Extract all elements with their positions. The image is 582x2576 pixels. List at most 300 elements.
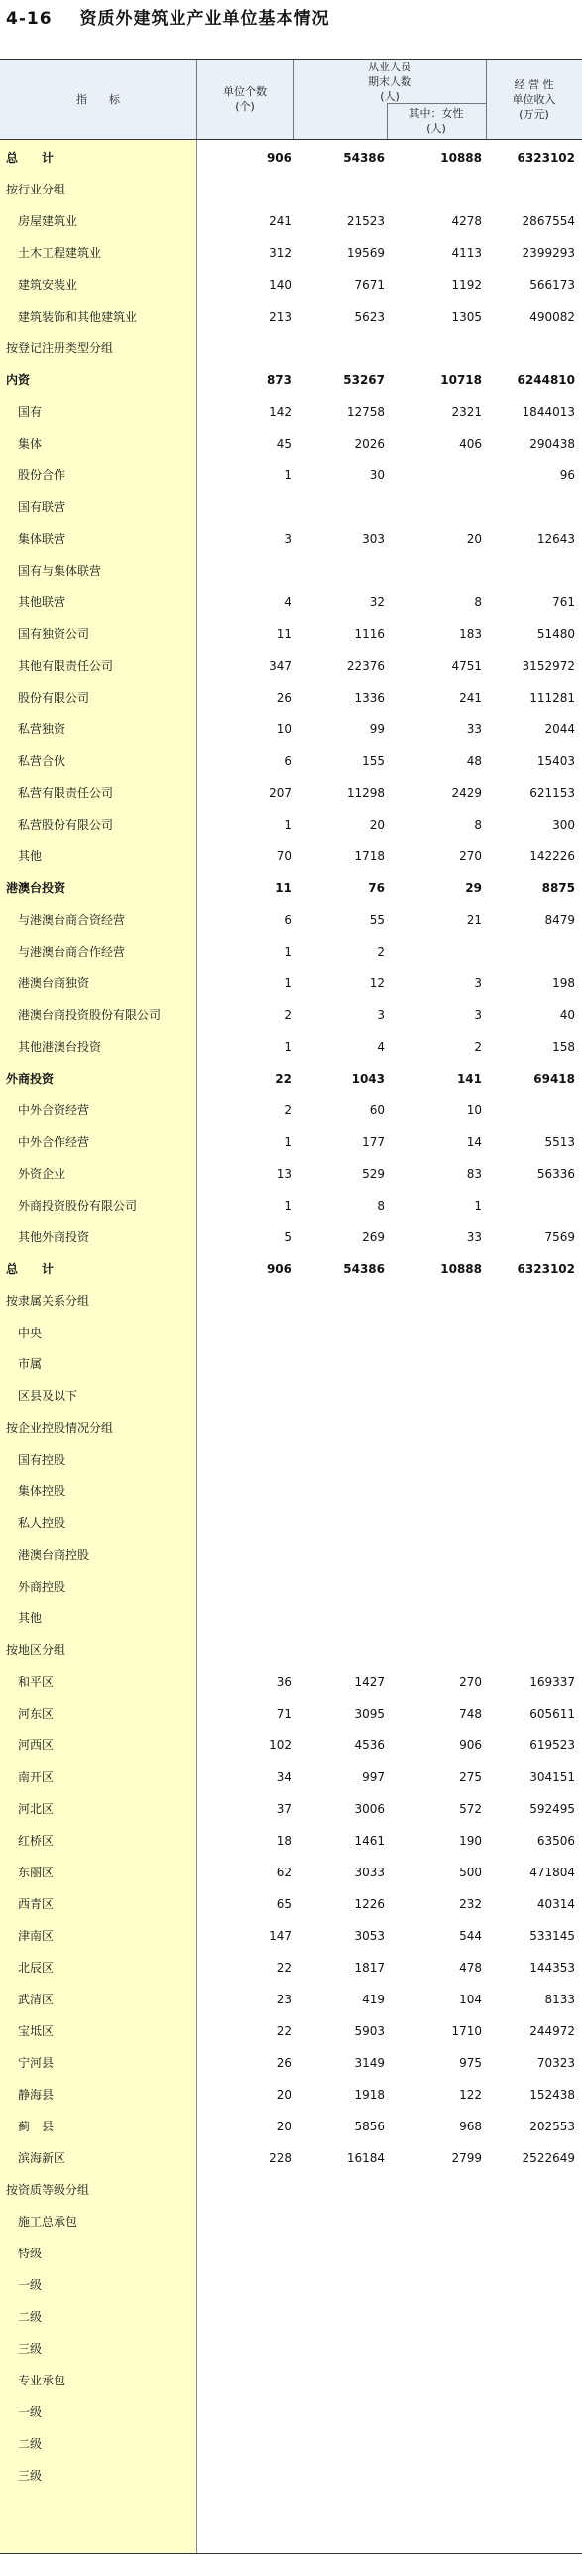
row-value (389, 1349, 482, 1380)
row-label: 总 计 (6, 1262, 55, 1276)
table-row (0, 1666, 582, 1698)
row-label: 西青区 (18, 1897, 55, 1911)
row-value (389, 459, 482, 491)
row-value (196, 1476, 291, 1507)
row-value: 71 (276, 1707, 291, 1721)
row-value: 533145 (529, 1929, 575, 1943)
row-value: 8 (474, 595, 482, 609)
table-row (0, 523, 582, 555)
row-value (389, 1634, 482, 1666)
row-value (486, 1634, 575, 1666)
table-row (0, 237, 582, 269)
row-value: 30 (369, 468, 385, 482)
row-value: 6 (284, 913, 291, 927)
row-value: 169337 (529, 1675, 575, 1689)
table-row (0, 1730, 582, 1761)
row-value (486, 2174, 575, 2206)
table-row (0, 555, 582, 586)
row-value (196, 2428, 291, 2460)
row-value (295, 1539, 385, 1571)
row-value (486, 1571, 575, 1603)
row-value (389, 1571, 482, 1603)
row-label: 中外合资经营 (18, 1103, 90, 1117)
row-value: 3 (377, 1008, 385, 1022)
table-row (0, 2460, 582, 2492)
row-value: 241 (269, 214, 291, 228)
row-value (196, 1317, 291, 1349)
table-row (0, 1888, 582, 1920)
row-value (389, 936, 482, 967)
row-value: 1461 (354, 1834, 385, 1848)
row-value (295, 2365, 385, 2396)
row-value (295, 2428, 385, 2460)
row-value (196, 1571, 291, 1603)
header-female: 其中：女性 (人) (408, 107, 464, 135)
row-value: 419 (362, 1993, 385, 2006)
row-label: 房屋建筑业 (18, 214, 78, 228)
row-value: 572 (459, 1802, 482, 1816)
row-value: 26 (276, 2056, 291, 2070)
row-label: 其他联营 (18, 595, 66, 609)
row-value: 3095 (354, 1707, 385, 1721)
row-label: 按地区分组 (6, 1643, 66, 1657)
row-value: 55 (369, 913, 385, 927)
row-value: 8479 (544, 913, 575, 927)
row-value (295, 2269, 385, 2301)
row-value (389, 332, 482, 364)
row-value: 2799 (451, 2151, 482, 2165)
row-value (389, 2333, 482, 2365)
row-value: 290438 (529, 437, 575, 451)
row-value: 14 (466, 1135, 482, 1149)
table-row (0, 2301, 582, 2333)
row-label: 一级 (18, 2405, 43, 2419)
row-value (196, 1539, 291, 1571)
row-value: 873 (266, 373, 291, 387)
row-label: 武清区 (18, 1993, 55, 2006)
table-row (0, 1095, 582, 1126)
table-row (0, 2047, 582, 2079)
row-value: 12643 (536, 532, 575, 546)
table-row (0, 1317, 582, 1349)
table-row (0, 205, 582, 237)
row-value: 1 (284, 1040, 291, 1054)
table-row (0, 904, 582, 936)
table-row (0, 936, 582, 967)
row-value (196, 2206, 291, 2238)
row-value: 207 (269, 786, 291, 800)
row-value: 1305 (451, 310, 482, 323)
row-label: 港澳台商独资 (18, 976, 90, 990)
row-label: 国有联营 (18, 500, 66, 514)
row-label: 东丽区 (18, 1866, 55, 1879)
row-value: 244972 (529, 2024, 575, 2038)
row-value: 3033 (354, 1866, 385, 1879)
row-value: 241 (459, 691, 482, 705)
row-label: 外商投资 (6, 1072, 55, 1086)
row-value (295, 1285, 385, 1317)
row-value: 4113 (451, 246, 482, 260)
row-value: 5903 (354, 2024, 385, 2038)
row-label: 按行业分组 (6, 183, 66, 196)
row-value (389, 555, 482, 586)
row-value: 3152972 (522, 659, 575, 673)
row-value: 13 (276, 1167, 291, 1181)
row-value: 141 (456, 1072, 482, 1086)
table-header (0, 60, 582, 139)
row-value (295, 2301, 385, 2333)
row-label: 三级 (18, 2342, 43, 2356)
bottom-rule (0, 2553, 582, 2554)
row-label: 其他港澳台投资 (18, 1040, 102, 1054)
table-row (0, 1285, 582, 1317)
row-value (295, 1444, 385, 1476)
row-value: 65 (276, 1897, 291, 1911)
row-value: 83 (466, 1167, 482, 1181)
row-value: 56336 (536, 1167, 575, 1181)
row-value: 7569 (544, 1230, 575, 1244)
row-value: 1844013 (522, 405, 575, 419)
row-value: 45 (276, 437, 291, 451)
row-value: 478 (459, 1961, 482, 1975)
row-label: 港澳台商投资股份有限公司 (18, 1008, 162, 1022)
row-value (486, 2333, 575, 2365)
table-row (0, 1603, 582, 1634)
table-title: 资质外建筑业产业单位基本情况 (79, 9, 330, 29)
row-value: 5623 (354, 310, 385, 323)
row-value: 2 (284, 1103, 291, 1117)
row-value: 102 (269, 1739, 291, 1752)
row-label: 红桥区 (18, 1834, 55, 1848)
table-row (0, 1984, 582, 2015)
row-label: 内资 (6, 373, 31, 387)
row-value (486, 2301, 575, 2333)
row-value: 1043 (351, 1072, 385, 1086)
row-label: 私营有限责任公司 (18, 786, 114, 800)
table-row (0, 1825, 582, 1857)
row-label: 其他 (18, 849, 43, 863)
row-value (389, 1285, 482, 1317)
row-label: 建筑安装业 (18, 278, 78, 292)
row-value (389, 1507, 482, 1539)
row-value: 906 (266, 1262, 291, 1276)
row-value (295, 2174, 385, 2206)
row-value: 99 (369, 722, 385, 736)
row-value: 10888 (440, 1262, 482, 1276)
row-value: 3 (474, 1008, 482, 1022)
row-value: 10888 (440, 151, 482, 165)
row-value (486, 1317, 575, 1349)
row-label: 国有与集体联营 (18, 564, 102, 578)
row-value: 152438 (529, 2088, 575, 2102)
row-label: 其他 (18, 1611, 43, 1625)
row-label: 中外合作经营 (18, 1135, 90, 1149)
row-value: 11298 (346, 786, 385, 800)
row-value (295, 1507, 385, 1539)
row-value (389, 1412, 482, 1444)
row-value (389, 1444, 482, 1476)
table-row (0, 1571, 582, 1603)
row-value: 21523 (346, 214, 385, 228)
row-label: 集体联营 (18, 532, 66, 546)
row-value: 6323102 (517, 151, 575, 165)
table-row (0, 1952, 582, 1984)
table-row (0, 332, 582, 364)
table-row (0, 745, 582, 777)
row-value: 232 (459, 1897, 482, 1911)
row-value: 2 (284, 1008, 291, 1022)
row-value: 1427 (354, 1675, 385, 1689)
row-value: 6323102 (517, 1262, 575, 1276)
row-value: 183 (459, 627, 482, 641)
row-value: 975 (459, 2056, 482, 2070)
row-label: 其他有限责任公司 (18, 659, 114, 673)
row-value (196, 1634, 291, 1666)
row-value: 275 (459, 1770, 482, 1784)
table-row (0, 2396, 582, 2428)
row-value: 16184 (346, 2151, 385, 2165)
table-row (0, 1857, 582, 1888)
row-value: 4278 (451, 214, 482, 228)
row-value: 22 (276, 1961, 291, 1975)
row-value: 53267 (343, 373, 385, 387)
table-row (0, 2365, 582, 2396)
row-value (389, 1603, 482, 1634)
row-value (196, 1349, 291, 1380)
row-label: 河西区 (18, 1739, 55, 1752)
row-value (196, 2238, 291, 2269)
row-label: 区县及以下 (18, 1389, 78, 1403)
table-row (0, 840, 582, 872)
row-value (196, 2365, 291, 2396)
row-value (389, 2428, 482, 2460)
row-value: 142226 (529, 849, 575, 863)
row-value: 62 (276, 1866, 291, 1879)
table-row (0, 586, 582, 618)
row-value: 3 (284, 532, 291, 546)
table-row (0, 967, 582, 999)
row-value: 8 (474, 818, 482, 832)
table-row (0, 713, 582, 745)
table-row (0, 1349, 582, 1380)
row-value: 304151 (529, 1770, 575, 1784)
row-value (389, 2301, 482, 2333)
row-label: 集体控股 (18, 1484, 66, 1498)
row-value: 2399293 (522, 246, 575, 260)
row-value: 8 (377, 1199, 385, 1213)
row-value: 2522649 (522, 2151, 575, 2165)
row-value: 3 (474, 976, 482, 990)
row-value (486, 555, 575, 586)
table-row (0, 2079, 582, 2111)
row-value (389, 174, 482, 205)
row-value: 158 (552, 1040, 575, 1054)
table-row (0, 1222, 582, 1253)
row-value (389, 2238, 482, 2269)
row-value: 300 (552, 818, 575, 832)
row-label: 总 计 (6, 151, 55, 165)
row-value: 2429 (451, 786, 482, 800)
table-row (0, 491, 582, 523)
row-label: 建筑装饰和其他建筑业 (18, 310, 138, 323)
row-value: 621153 (529, 786, 575, 800)
row-label: 滨海新区 (18, 2151, 66, 2165)
row-value (486, 2460, 575, 2492)
table-row (0, 142, 582, 174)
row-label: 集体 (18, 437, 43, 451)
row-label: 二级 (18, 2437, 43, 2451)
table-row (0, 1634, 582, 1666)
row-value: 54386 (343, 1262, 385, 1276)
row-value (295, 1317, 385, 1349)
header-revenue: 经 营 性 单位收入 (万元) (512, 77, 556, 121)
table-row (0, 2206, 582, 2238)
row-value: 2026 (354, 437, 385, 451)
row-value (486, 1444, 575, 1476)
row-value: 22 (275, 1072, 291, 1086)
row-value (295, 2460, 385, 2492)
row-value (486, 174, 575, 205)
row-value (196, 1380, 291, 1412)
row-value: 37 (276, 1802, 291, 1816)
row-value (486, 1349, 575, 1380)
row-value: 190 (459, 1834, 482, 1848)
row-value: 619523 (529, 1739, 575, 1752)
row-value (486, 2365, 575, 2396)
row-value: 906 (459, 1739, 482, 1752)
row-value: 20 (276, 2088, 291, 2102)
row-value: 529 (362, 1167, 385, 1181)
row-value (486, 1285, 575, 1317)
table-row (0, 682, 582, 713)
row-value (486, 491, 575, 523)
row-value (295, 1634, 385, 1666)
row-value: 500 (459, 1866, 482, 1879)
table-row (0, 174, 582, 205)
row-value: 471804 (529, 1866, 575, 1879)
row-value: 8133 (544, 1993, 575, 2006)
row-value: 4 (284, 595, 291, 609)
row-value: 32 (369, 595, 385, 609)
row-value (196, 2269, 291, 2301)
row-value: 1 (284, 976, 291, 990)
row-value (389, 491, 482, 523)
row-value (486, 936, 575, 967)
table-title-bar (6, 8, 330, 30)
table-row (0, 2238, 582, 2269)
row-value: 5513 (544, 1135, 575, 1149)
row-value (486, 1190, 575, 1222)
row-value: 3006 (354, 1802, 385, 1816)
row-value (196, 2333, 291, 2365)
row-value: 270 (459, 1675, 482, 1689)
table-row (0, 2174, 582, 2206)
table-row (0, 2142, 582, 2174)
row-value: 1192 (451, 278, 482, 292)
table-row (0, 872, 582, 904)
row-value: 48 (466, 754, 482, 768)
table-row (0, 1539, 582, 1571)
row-value: 968 (459, 2120, 482, 2133)
row-value (389, 2206, 482, 2238)
row-label: 二级 (18, 2310, 43, 2324)
row-value: 34 (276, 1770, 291, 1784)
row-value: 70323 (536, 2056, 575, 2070)
row-label: 私营独资 (18, 722, 66, 736)
row-value: 4 (377, 1040, 385, 1054)
row-label: 按隶属关系分组 (6, 1294, 90, 1308)
row-value (295, 1603, 385, 1634)
table-row (0, 1793, 582, 1825)
row-value: 40314 (536, 1897, 575, 1911)
row-label: 外商投资股份有限公司 (18, 1199, 138, 1213)
row-value: 4751 (451, 659, 482, 673)
row-value (486, 1507, 575, 1539)
row-value: 70 (276, 849, 291, 863)
row-value (295, 1412, 385, 1444)
row-label: 其他外商投资 (18, 1230, 90, 1244)
row-value: 1710 (451, 2024, 482, 2038)
table-row (0, 269, 582, 301)
row-label: 按登记注册类型分组 (6, 341, 114, 355)
row-value: 111281 (529, 691, 575, 705)
table-row (0, 1507, 582, 1539)
row-value: 347 (269, 659, 291, 673)
row-value (196, 2460, 291, 2492)
table-row (0, 2428, 582, 2460)
row-value (196, 1285, 291, 1317)
row-label: 港澳台商控股 (18, 1548, 90, 1562)
table-row (0, 2015, 582, 2047)
row-value: 5 (284, 1230, 291, 1244)
row-value (196, 2174, 291, 2206)
row-value: 1226 (354, 1897, 385, 1911)
row-value: 490082 (529, 310, 575, 323)
row-value: 303 (362, 532, 385, 546)
row-value (389, 1317, 482, 1349)
row-value: 544 (459, 1929, 482, 1943)
row-value: 3053 (354, 1929, 385, 1943)
row-value: 1718 (354, 849, 385, 863)
row-value: 104 (459, 1993, 482, 2006)
row-label: 北辰区 (18, 1961, 55, 1975)
row-value: 3149 (354, 2056, 385, 2070)
row-value: 213 (269, 310, 291, 323)
row-value: 605611 (529, 1707, 575, 1721)
row-label: 一级 (18, 2278, 43, 2292)
row-value: 906 (266, 151, 291, 165)
table-row (0, 1412, 582, 1444)
row-value (389, 2396, 482, 2428)
row-value: 2044 (544, 722, 575, 736)
row-value: 33 (466, 1230, 482, 1244)
row-value (486, 1380, 575, 1412)
row-value (486, 1539, 575, 1571)
row-label: 股份合作 (18, 468, 66, 482)
row-value: 761 (552, 595, 575, 609)
row-value: 76 (368, 881, 385, 895)
row-value: 60 (369, 1103, 385, 1117)
row-value: 21 (466, 913, 482, 927)
row-label: 按企业控股情况分组 (6, 1421, 114, 1435)
row-value (295, 491, 385, 523)
row-value: 147 (269, 1929, 291, 1943)
row-value (295, 1571, 385, 1603)
row-label: 土木工程建筑业 (18, 246, 102, 260)
table-row (0, 301, 582, 332)
row-label: 河东区 (18, 1707, 55, 1721)
row-value: 177 (362, 1135, 385, 1149)
